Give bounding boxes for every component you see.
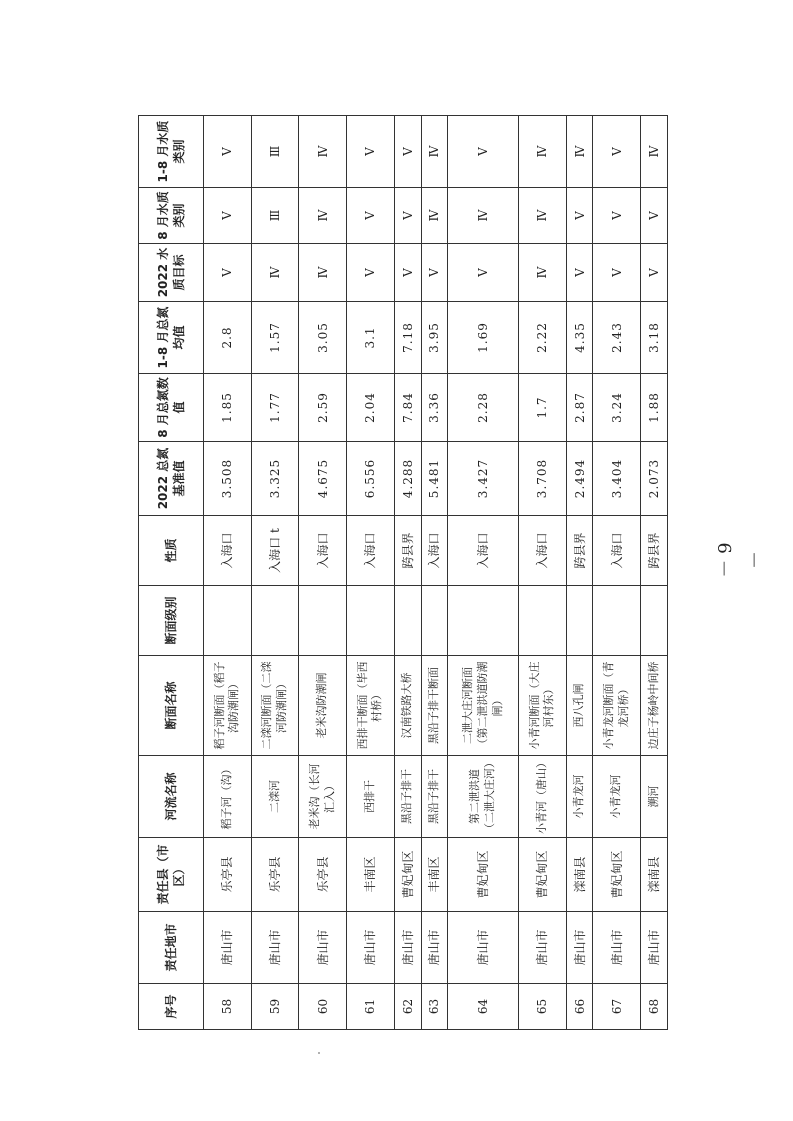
cell-river: 小青龙河: [566, 756, 593, 838]
cell-county: 乐亭县: [299, 838, 347, 912]
cell-type: 跨县界: [394, 516, 421, 586]
cell-city: 唐山市: [641, 912, 668, 984]
cell-base2022: 2.494: [566, 442, 593, 516]
cell-aug-class: Ⅳ: [448, 188, 519, 244]
cell-section: 二泄大庄河断面（第二泄洪道防潮闸）: [448, 656, 519, 756]
cell-seq: 64: [448, 984, 519, 1030]
cell-level: [519, 586, 567, 656]
cell-ytd-class: Ⅳ: [299, 116, 347, 188]
cell-level: [347, 586, 395, 656]
cell-target: Ⅴ: [593, 244, 641, 302]
cell-avg: 3.05: [299, 302, 347, 374]
rotated-table-container: [138, 116, 668, 1030]
table-row: [394, 116, 421, 1030]
cell-river: 老米沟（长河汇入）: [299, 756, 347, 838]
cell-section: 小青龙河断面（青龙河桥）: [593, 656, 641, 756]
cell-county: 滦南县: [641, 838, 668, 912]
cell-seq: 61: [347, 984, 395, 1030]
cell-aug: 1.85: [204, 374, 252, 442]
cell-city: 唐山市: [204, 912, 252, 984]
cell-aug: 2.04: [347, 374, 395, 442]
cell-base2022: 3.708: [519, 442, 567, 516]
cell-type: 跨县界: [566, 516, 593, 586]
cell-aug: 2.87: [566, 374, 593, 442]
cell-type: 入海口: [204, 516, 252, 586]
cell-river: 西排干: [347, 756, 395, 838]
cell-target: Ⅴ: [347, 244, 395, 302]
cell-target: Ⅴ: [566, 244, 593, 302]
cell-aug: 3.36: [421, 374, 448, 442]
cell-seq: 68: [641, 984, 668, 1030]
cell-ytd-class: Ⅴ: [204, 116, 252, 188]
cell-section: 二滦河断面（二滦河防潮闸）: [251, 656, 299, 756]
cell-aug-class: Ⅴ: [641, 188, 668, 244]
cell-ytd-class: Ⅴ: [394, 116, 421, 188]
cell-ytd-class: Ⅲ: [251, 116, 299, 188]
cell-aug-class: Ⅴ: [593, 188, 641, 244]
cell-river: 溯河: [641, 756, 668, 838]
cell-county: 滦南县: [566, 838, 593, 912]
cell-aug-class: Ⅳ: [299, 188, 347, 244]
table-row: [347, 116, 395, 1030]
cell-base2022: 5.481: [421, 442, 448, 516]
cell-aug-class: Ⅴ: [204, 188, 252, 244]
cell-ytd-class: Ⅴ: [347, 116, 395, 188]
cell-level: [448, 586, 519, 656]
cell-base2022: 3.404: [593, 442, 641, 516]
cell-river: 小青河（唐山）: [519, 756, 567, 838]
cell-avg: 7.18: [394, 302, 421, 374]
cell-type: 入海口: [448, 516, 519, 586]
cell-city: 唐山市: [347, 912, 395, 984]
cell-section: 老米沟防潮闸: [299, 656, 347, 756]
header-county: 责任县（市区）: [139, 838, 204, 912]
cell-avg: 4.35: [566, 302, 593, 374]
cell-city: 唐山市: [448, 912, 519, 984]
cell-ytd-class: Ⅴ: [593, 116, 641, 188]
cell-aug: 2.28: [448, 374, 519, 442]
cell-level: [204, 586, 252, 656]
cell-base2022: 3.508: [204, 442, 252, 516]
cell-section: 西排干断面（毕西村桥）: [347, 656, 395, 756]
cell-aug-class: Ⅴ: [394, 188, 421, 244]
cell-aug: 7.84: [394, 374, 421, 442]
cell-type: 入海口: [299, 516, 347, 586]
cell-aug: 1.77: [251, 374, 299, 442]
table-body: [204, 116, 668, 1030]
cell-ytd-class: Ⅳ: [566, 116, 593, 188]
cell-river: 稻子河（沟）: [204, 756, 252, 838]
page-number: － 9 －: [715, 542, 766, 578]
cell-city: 唐山市: [421, 912, 448, 984]
cell-base2022: 3.325: [251, 442, 299, 516]
cell-level: [421, 586, 448, 656]
header-type: 性质: [139, 516, 204, 586]
table-row: [204, 116, 252, 1030]
table-row: [519, 116, 567, 1030]
cell-base2022: 4.288: [394, 442, 421, 516]
table-row: [641, 116, 668, 1030]
header-city: 责任地市: [139, 912, 204, 984]
cell-target: Ⅴ: [421, 244, 448, 302]
cell-city: 唐山市: [566, 912, 593, 984]
cell-river: 二滦河: [251, 756, 299, 838]
cell-city: 唐山市: [394, 912, 421, 984]
cell-seq: 67: [593, 984, 641, 1030]
table-row: [421, 116, 448, 1030]
cell-level: [251, 586, 299, 656]
cell-avg: 2.43: [593, 302, 641, 374]
cell-aug: 3.24: [593, 374, 641, 442]
cell-target: Ⅳ: [519, 244, 567, 302]
cell-target: Ⅳ: [299, 244, 347, 302]
cell-seq: 66: [566, 984, 593, 1030]
header-ytd-class: 1-8 月水质类别: [139, 116, 204, 188]
cell-target: Ⅴ: [204, 244, 252, 302]
cell-target: Ⅴ: [394, 244, 421, 302]
cell-river: 黑沿子排干: [421, 756, 448, 838]
cell-target: Ⅴ: [641, 244, 668, 302]
cell-river: 第二泄洪道（二泄大庄河）: [448, 756, 519, 838]
cell-avg: 2.22: [519, 302, 567, 374]
scan-speck: [318, 1052, 320, 1054]
cell-river: 黑沿子排干: [394, 756, 421, 838]
table-row: [593, 116, 641, 1030]
cell-level: [566, 586, 593, 656]
cell-level: [299, 586, 347, 656]
cell-avg: 3.95: [421, 302, 448, 374]
cell-base2022: 2.073: [641, 442, 668, 516]
cell-seq: 60: [299, 984, 347, 1030]
cell-aug-class: Ⅳ: [421, 188, 448, 244]
cell-county: 曹妃甸区: [448, 838, 519, 912]
cell-county: 曹妃甸区: [394, 838, 421, 912]
cell-avg: 1.57: [251, 302, 299, 374]
table-row: [448, 116, 519, 1030]
cell-aug-class: Ⅴ: [566, 188, 593, 244]
cell-city: 唐山市: [593, 912, 641, 984]
cell-type: 跨县界: [641, 516, 668, 586]
cell-section: 黑沿子排干断面: [421, 656, 448, 756]
cell-type: 入海口: [347, 516, 395, 586]
header-target: 2022 水质目标: [139, 244, 204, 302]
header-aug: 8 月总氮数值: [139, 374, 204, 442]
cell-city: 唐山市: [251, 912, 299, 984]
cell-type: 入海口: [519, 516, 567, 586]
header-aug-class: 8 月水质类别: [139, 188, 204, 244]
cell-aug-class: Ⅲ: [251, 188, 299, 244]
cell-avg: 3.1: [347, 302, 395, 374]
cell-section: 边庄子杨岭中间桥: [641, 656, 668, 756]
cell-seq: 62: [394, 984, 421, 1030]
cell-level: [593, 586, 641, 656]
cell-avg: 3.18: [641, 302, 668, 374]
table-row: [566, 116, 593, 1030]
cell-target: Ⅴ: [448, 244, 519, 302]
cell-seq: 65: [519, 984, 567, 1030]
cell-type: 入海口: [593, 516, 641, 586]
cell-aug-class: Ⅳ: [519, 188, 567, 244]
table-header-row: [139, 116, 204, 1030]
cell-base2022: 3.427: [448, 442, 519, 516]
cell-aug-class: Ⅴ: [347, 188, 395, 244]
cell-ytd-class: Ⅳ: [421, 116, 448, 188]
cell-seq: 58: [204, 984, 252, 1030]
cell-city: 唐山市: [519, 912, 567, 984]
cell-level: [641, 586, 668, 656]
table-row: [251, 116, 299, 1030]
cell-avg: 1.69: [448, 302, 519, 374]
cell-section: 汉南铁路大桥: [394, 656, 421, 756]
cell-avg: 2.8: [204, 302, 252, 374]
cell-seq: 63: [421, 984, 448, 1030]
cell-county: 乐亭县: [251, 838, 299, 912]
cell-section: 西八孔闸: [566, 656, 593, 756]
cell-city: 唐山市: [299, 912, 347, 984]
cell-river: 小青龙河: [593, 756, 641, 838]
cell-aug: 2.59: [299, 374, 347, 442]
header-base2022: 2022 总氮基准值: [139, 442, 204, 516]
cell-level: [394, 586, 421, 656]
header-section: 断面名称: [139, 656, 204, 756]
cell-aug: 1.7: [519, 374, 567, 442]
header-seq: 序号: [139, 984, 204, 1030]
cell-type: 入海口: [421, 516, 448, 586]
table-row: [299, 116, 347, 1030]
cell-ytd-class: Ⅴ: [448, 116, 519, 188]
water-quality-table: [138, 115, 668, 1030]
cell-ytd-class: Ⅳ: [519, 116, 567, 188]
cell-target: Ⅳ: [251, 244, 299, 302]
cell-section: 小青河断面（大庄河村东）: [519, 656, 567, 756]
cell-base2022: 6.556: [347, 442, 395, 516]
header-avg: 1-8 月总氮均值: [139, 302, 204, 374]
cell-county: 曹妃甸区: [519, 838, 567, 912]
cell-ytd-class: Ⅳ: [641, 116, 668, 188]
cell-county: 丰南区: [421, 838, 448, 912]
cell-type: 入海口 t: [251, 516, 299, 586]
header-level: 断面级别: [139, 586, 204, 656]
cell-aug: 1.88: [641, 374, 668, 442]
cell-base2022: 4.675: [299, 442, 347, 516]
cell-seq: 59: [251, 984, 299, 1030]
header-river: 河流名称: [139, 756, 204, 838]
cell-county: 丰南区: [347, 838, 395, 912]
cell-section: 稻子河断面（稻子沟防潮闸）: [204, 656, 252, 756]
cell-county: 曹妃甸区: [593, 838, 641, 912]
cell-county: 乐亭县: [204, 838, 252, 912]
